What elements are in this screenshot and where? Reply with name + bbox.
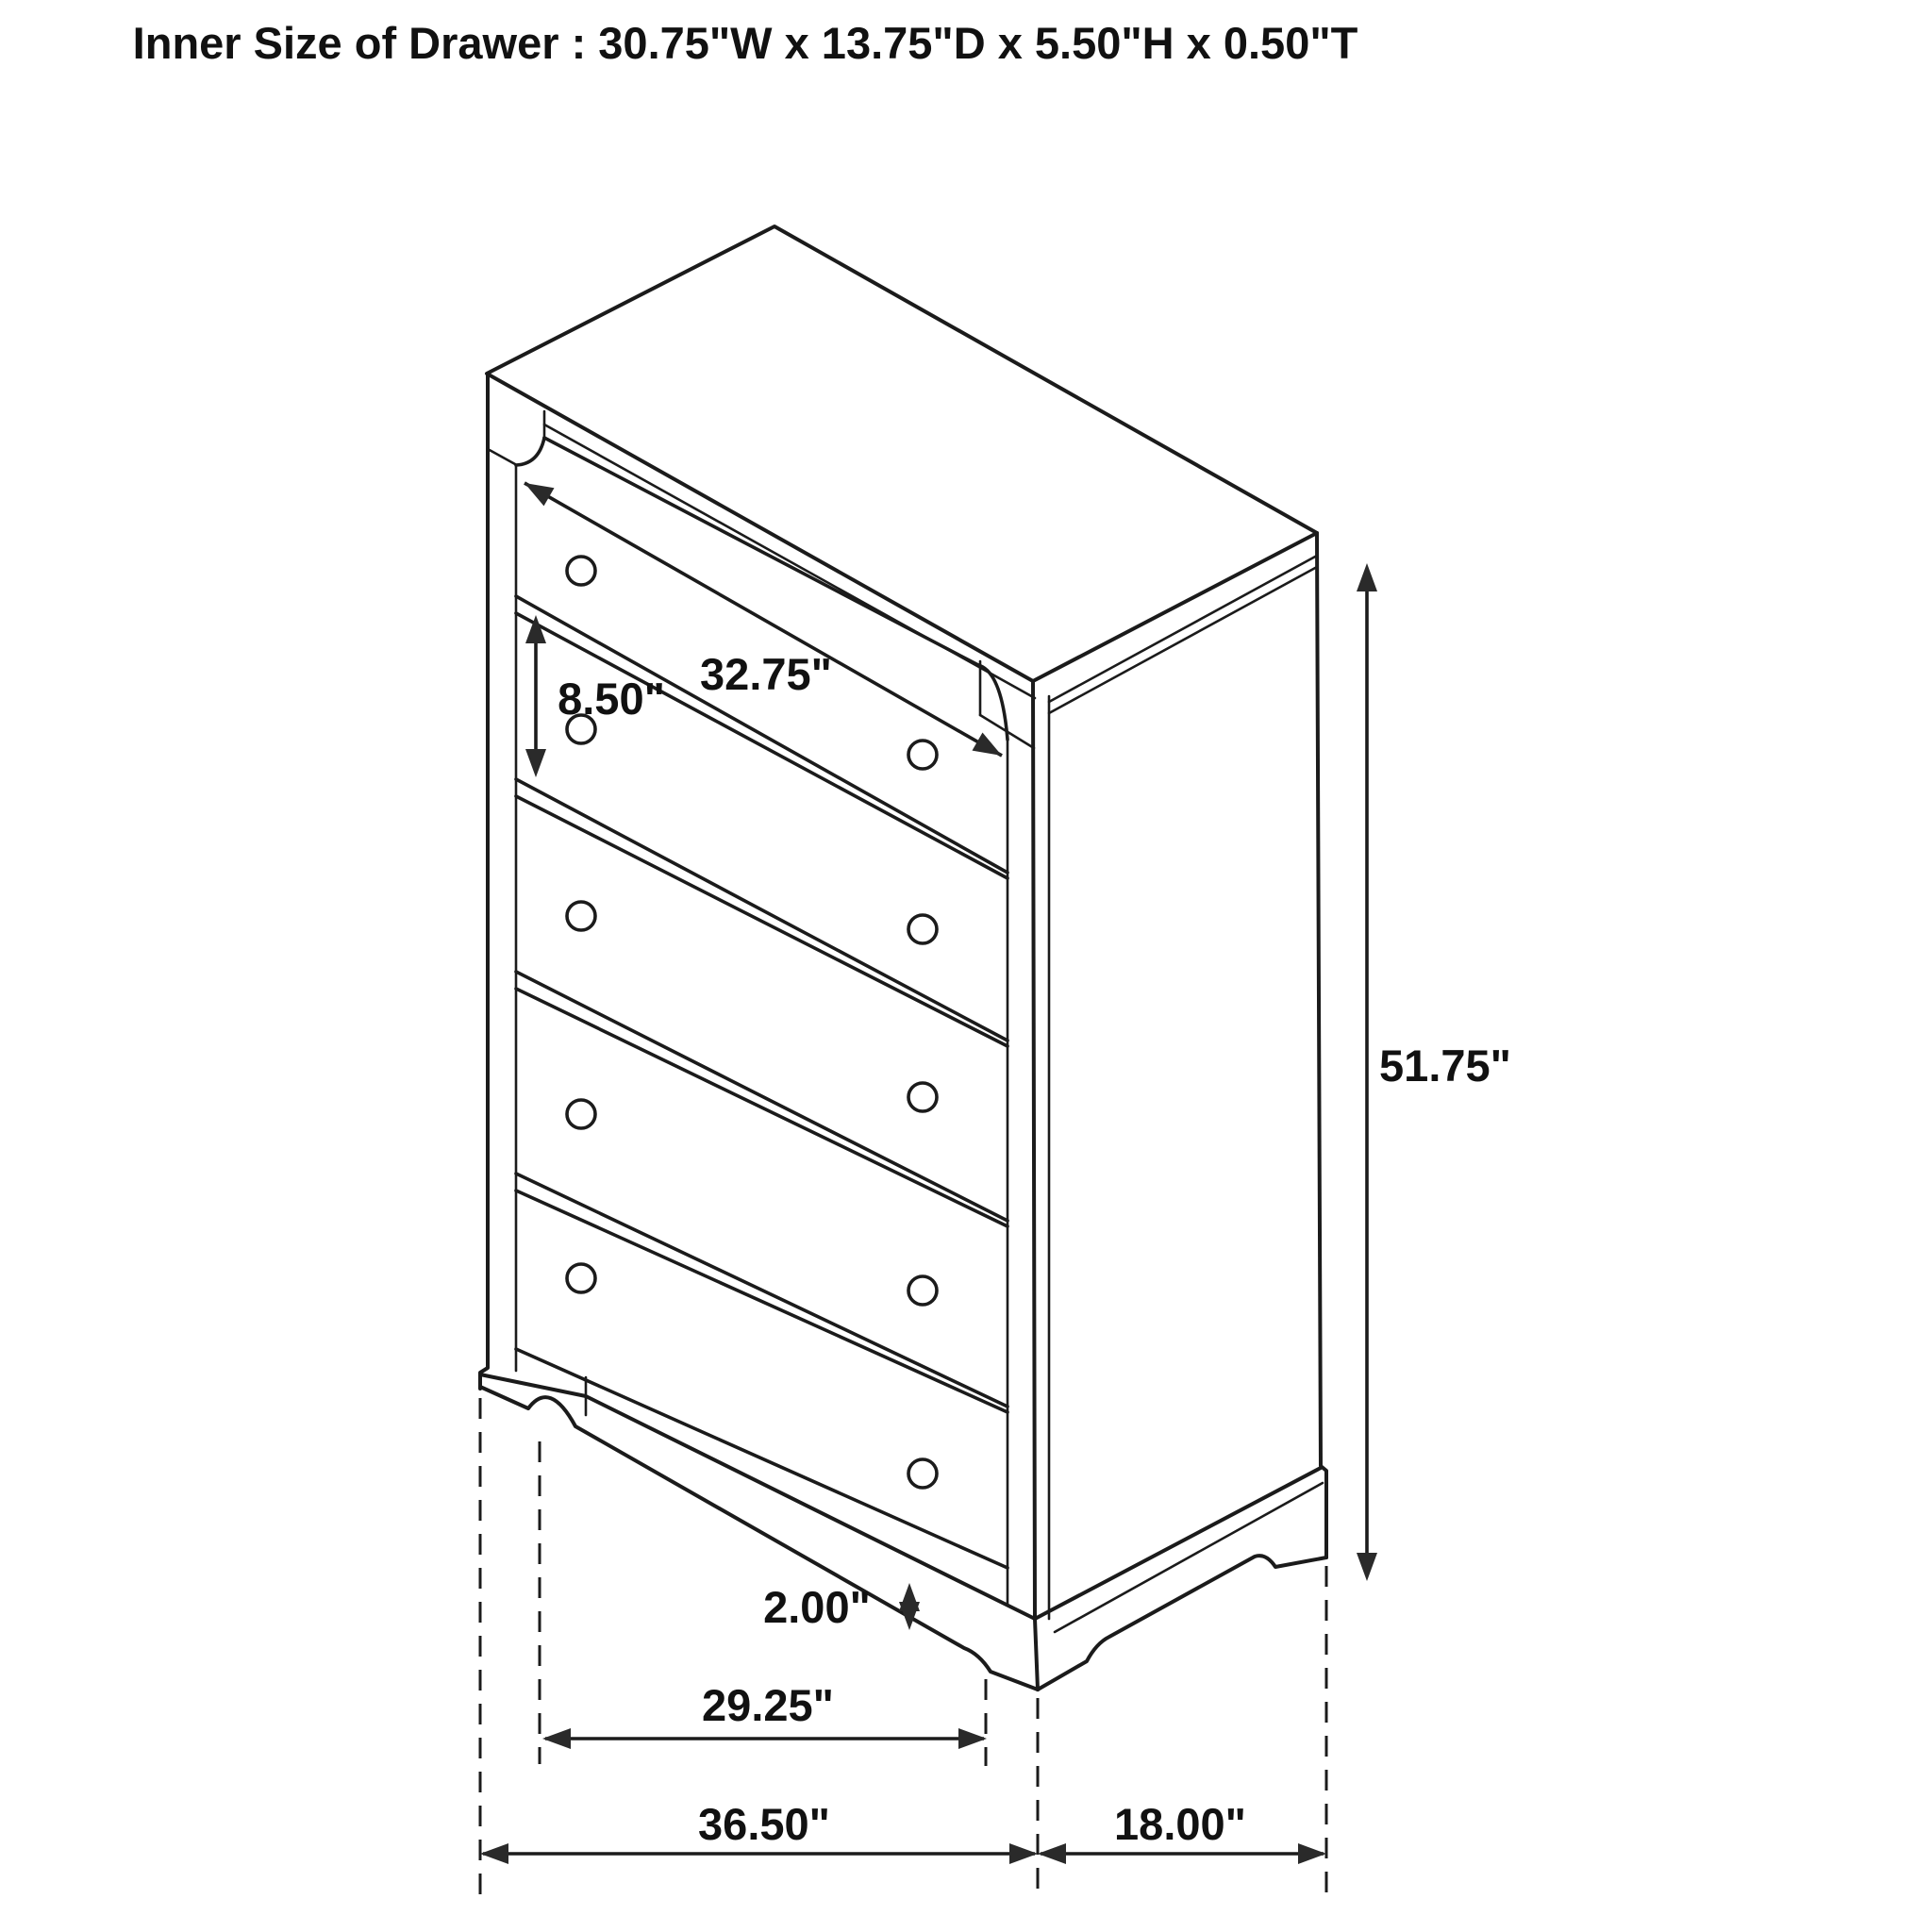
drawer-1-knob-right xyxy=(908,741,937,769)
page-title: Inner Size of Drawer : 30.75"W x 13.75"D x 5.50"H x 0.50"T xyxy=(132,18,1358,68)
drawer-2-knob-right xyxy=(908,915,937,943)
dimension-label-overall-height: 51.75" xyxy=(1379,1041,1511,1091)
dimension-label-opening-width: 32.75" xyxy=(700,649,832,699)
front-right-edge xyxy=(1033,681,1035,1619)
drawer-5-knob-left xyxy=(567,1264,595,1292)
dimension-label-overall-width: 36.50" xyxy=(698,1799,830,1849)
drawer-3-knob-right xyxy=(908,1083,937,1111)
dimension-label-overall-depth: 18.00" xyxy=(1114,1799,1246,1849)
dimension-label-base-cutout-height: 2.00" xyxy=(763,1582,871,1632)
drawer-5-knob-right xyxy=(908,1459,937,1488)
drawer-4-knob-right xyxy=(908,1276,937,1305)
drawer-1-knob-left xyxy=(567,557,595,585)
drawer-3-knob-left xyxy=(567,902,595,930)
dimension-label-base-inner-width: 29.25" xyxy=(702,1680,834,1730)
dimension-label-drawer-front-height: 8.50" xyxy=(558,674,665,724)
drawer-4-knob-left xyxy=(567,1100,595,1128)
